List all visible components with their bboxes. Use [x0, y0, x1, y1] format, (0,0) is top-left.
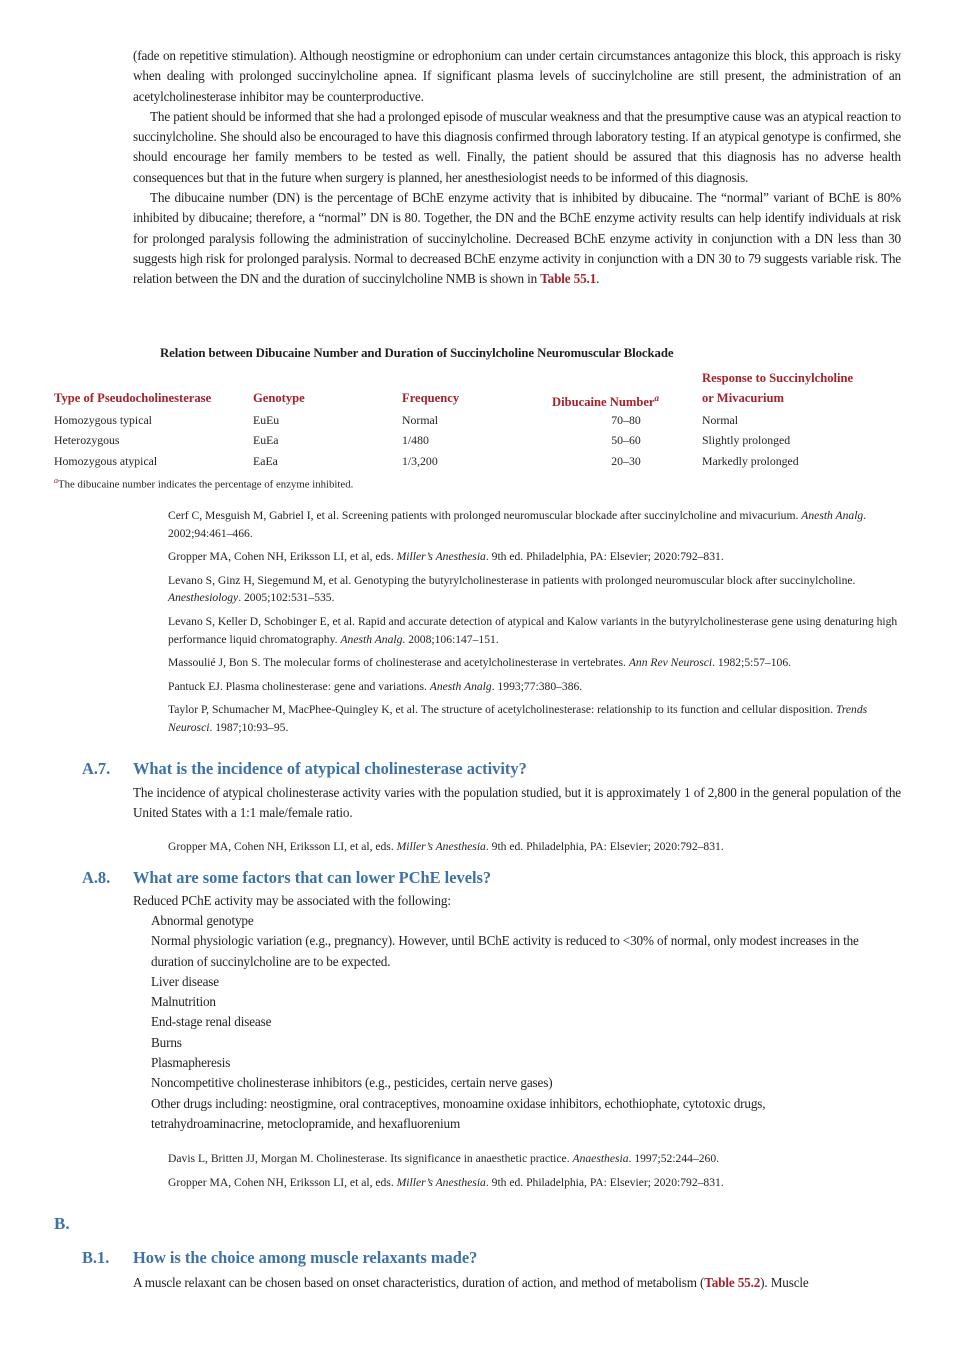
reference-item — [168, 838, 903, 856]
footnote-sup: a — [54, 476, 58, 485]
intro-text — [133, 46, 901, 290]
ref-text: Gropper MA, Cohen NH, Eriksson LI, et al, eds. — [168, 1175, 397, 1189]
answer-a7-text: The incidence of atypical cholinesterase activity varies with the population studied, but it is approximately 1 of 2,800 in the general population of the United States with a 1:1 male/female ratio. — [133, 785, 901, 821]
ref-journal: Anaesthesia — [572, 1152, 629, 1165]
question-a8-heading — [82, 868, 491, 888]
table-55-1-link[interactable]: Table 55.1 — [540, 271, 597, 287]
ref-citation: . 2005;102:531–535. — [238, 591, 335, 605]
reference-item — [168, 654, 903, 672]
reference-item — [168, 701, 903, 736]
table-footnote — [54, 476, 353, 491]
row3-response: Markedly prolonged — [702, 454, 799, 468]
question-a8-text: What are some factors that can lower PChE levels? — [133, 868, 492, 887]
intro-paragraph-3-text: The dibucaine number (DN) is the percentage of BChE enzyme activity that is inhibited by dibucaine. The “normal” variant of BChE is 80% inhibited by dibucaine; therefore, a “normal” DN is 80. Together, the DN and the BChE enzyme activity results can help identify individuals at risk for prolonged paralysis following the administration of succinylcholine. Decreased BChE enzyme activity in conjunction with a DN less than 30 suggests high risk for prolonged paralysis. Normal to decreased BChE enzyme activity in conjunction with a DN 30 to 79 suggests variable risk. The relation between the DN and the duration of succinylcholine NMB is shown in — [133, 190, 901, 287]
ref-citation: . 9th ed. Philadelphia, PA: Elsevier; 2020:792–831. — [485, 840, 724, 853]
answer-a7 — [133, 783, 901, 824]
ref-journal: Anesth Analg — [429, 679, 492, 693]
reference-item — [168, 1150, 903, 1168]
ref-journal: Anesth Analg — [801, 509, 864, 522]
ref-citation: . 9th ed. Philadelphia, PA: Elsevier; 2020:792–831. — [485, 550, 724, 564]
header-dibucaine-sup: a — [654, 393, 660, 403]
reference-item — [168, 548, 903, 566]
row2-dn: 50–60 — [611, 433, 641, 447]
ref-citation: . 1993;77:380–386. — [491, 679, 583, 693]
header-dibucaine-text: Dibucaine Number — [552, 395, 655, 410]
ref-text: Levano S, Keller D, Schobinger E, et al. Rapid and accurate detection of atypical and Kalow variants in the butyrylcholinesterase gene using denaturing high performance liquid chromatography. — [168, 614, 898, 646]
list-item: Plasmapheresis — [151, 1055, 231, 1071]
reference-item — [168, 507, 903, 542]
row1-genotype: EuEu — [253, 413, 280, 427]
ref-journal: Miller’s Anesthesia — [396, 550, 486, 564]
answer-b1-post: ). Muscle — [760, 1275, 809, 1290]
row1-dn: 70–80 — [611, 413, 641, 427]
answer-b1-pre: A muscle relaxant can be chosen based on onset characteristics, duration of action, and method of metabolism ( — [133, 1275, 705, 1290]
question-b1-text: How is the choice among muscle relaxants made? — [133, 1248, 478, 1267]
row3-genotype: EaEa — [253, 454, 278, 468]
ref-citation: . 2008;106:147–151. — [402, 632, 499, 646]
ref-text: Gropper MA, Cohen NH, Eriksson LI, et al, eds. — [168, 840, 397, 853]
factors-list — [151, 911, 871, 1134]
ref-citation: . 1997;52:244–260. — [628, 1152, 720, 1165]
ref-text: Pantuck EJ. Plasma cholinesterase: gene and variations. — [168, 679, 430, 693]
question-a7-text: What is the incidence of atypical cholinesterase activity? — [133, 759, 527, 778]
list-item: Noncompetitive cholinesterase inhibitors (e.g., pesticides, certain nerve gases) — [151, 1075, 553, 1091]
ref-text: Cerf C, Mesguish M, Gabriel I, et al. Screening patients with prolonged neuromuscular blockade after succinylcholine and mivacurium. — [168, 509, 802, 522]
header-frequency: Frequency — [402, 391, 460, 405]
section-b-heading: B. — [54, 1214, 70, 1233]
row1-type: Homozygous typical — [54, 413, 152, 427]
row1-response: Normal — [702, 413, 739, 427]
table-title: Relation between Dibucaine Number and Duration of Succinylcholine Neuromuscular Blockade — [160, 346, 674, 360]
list-item: Malnutrition — [151, 994, 216, 1010]
question-a7-heading — [82, 759, 527, 779]
references-a8 — [168, 1150, 903, 1197]
ref-journal: Anesth Analg — [340, 632, 403, 646]
references-a6 — [168, 507, 903, 743]
reference-item — [168, 572, 903, 607]
answer-b1 — [133, 1273, 901, 1293]
ref-citation: . 9th ed. Philadelphia, PA: Elsevier; 2020:792–831. — [485, 1175, 724, 1189]
header-genotype: Genotype — [253, 391, 305, 405]
question-b1-heading — [82, 1248, 477, 1268]
intro-paragraph-2: The patient should be informed that she had a prolonged episode of muscular weakness and that the presumptive cause was an atypical reaction to succinylcholine. She should also be encouraged to have this diagnosis confirmed through laboratory testing. If an atypical genotype is confirmed, she should encourage her family members to be tested as well. Finally, the patient should be assured that this diagnosis has no adverse health consequences but that in the future when surgery is planned, her anesthesiologist needs to be informed of this diagnosis. — [133, 108, 901, 185]
ref-citation: . 1982;5:57–106. — [712, 656, 792, 670]
references-a7 — [168, 838, 903, 862]
ref-journal: Anesthesiology — [168, 591, 239, 605]
answer-b1-text — [133, 1273, 901, 1293]
reference-item — [168, 678, 903, 696]
question-b1-number: B.1. — [82, 1248, 110, 1267]
row3-dn: 20–30 — [611, 454, 641, 468]
intro-paragraph-1: (fade on repetitive stimulation). Although neostigmine or edrophonium can under certain circumstances antagonize this block, this approach is risky when dealing with prolonged succinylcholine apnea. If significant plasma levels of succinylcholine are still present, the administration of an acetylcholinesterase inhibitor may be counterproductive. — [133, 48, 901, 104]
list-item: Abnormal genotype — [151, 913, 254, 928]
row2-genotype: EuEa — [253, 433, 279, 447]
ref-text: Gropper MA, Cohen NH, Eriksson LI, et al, eds. — [168, 550, 397, 564]
row2-frequency: 1/480 — [402, 433, 429, 447]
header-type: Type of Pseudocholinesterase — [54, 391, 212, 405]
ref-text: Davis L, Britten JJ, Morgan M. Cholinesterase. Its significance in anaesthetic practice. — [168, 1152, 573, 1165]
ref-journal: Trends Neurosci — [168, 703, 868, 734]
header-response-line1: Response to Succinylcholine — [702, 371, 854, 385]
answer-a8-intro-text: Reduced PChE activity may be associated with the following: — [133, 893, 451, 908]
row3-frequency: 1/3,200 — [402, 454, 438, 468]
row1-frequency: Normal — [402, 413, 439, 427]
list-item: Burns — [151, 1034, 182, 1050]
question-a7-number: A.7. — [82, 759, 111, 778]
intro-paragraph-3 — [133, 188, 901, 289]
row2-type: Heterozygous — [54, 433, 120, 447]
ref-text: Taylor P, Schumacher M, MacPhee-Quingley K, et al. The structure of acetylcholinesterase: relationship to its function and cellular disposition. — [168, 703, 837, 717]
list-item: Normal physiologic variation (e.g., pregnancy). However, until BChE activity is reduced to <30% of normal, only modest increases in the duration of succinylcholine are to be expected. — [151, 933, 859, 969]
ref-text: Massoulié J, Bon S. The molecular forms of cholinesterase and acetylcholinesterase in vertebrates. — [168, 656, 629, 670]
question-a8-number: A.8. — [82, 868, 111, 887]
footnote-text: The dibucaine number indicates the percentage of enzyme inhibited. — [58, 478, 354, 491]
ref-journal: Ann Rev Neurosci — [628, 656, 713, 670]
list-item: Other drugs including: neostigmine, oral contraceptives, monoamine oxidase inhibitors, echothiophate, cytotoxic drugs, tetrahydroaminacrine, metoclopramide, and hexafluorenium — [151, 1095, 766, 1131]
ref-journal: Miller’s Anesthesia — [396, 1175, 486, 1189]
list-item: Liver disease — [151, 973, 219, 989]
list-item: End-stage renal disease — [151, 1014, 272, 1030]
reference-item — [168, 613, 903, 648]
header-response-line2: or Mivacurium — [702, 391, 784, 405]
intro-paragraph-3-end: . — [596, 271, 600, 287]
row3-type: Homozygous atypical — [54, 454, 158, 468]
row2-response: Slightly prolonged — [702, 433, 791, 447]
answer-a8-intro — [133, 891, 901, 911]
header-dibucaine — [552, 388, 659, 412]
reference-item — [168, 1174, 903, 1192]
table-55-2-link[interactable]: Table 55.2 — [704, 1275, 761, 1290]
ref-citation: . 2002;94:461–466. — [168, 509, 867, 540]
ref-journal: Miller’s Anesthesia — [396, 840, 486, 853]
ref-citation: . 1987;10:93–95. — [209, 720, 289, 734]
ref-text: Levano S, Ginz H, Siegemund M, et al. Genotyping the butyrylcholinesterase in patients with prolonged neuromuscular block after succinylcholine. — [168, 573, 856, 587]
